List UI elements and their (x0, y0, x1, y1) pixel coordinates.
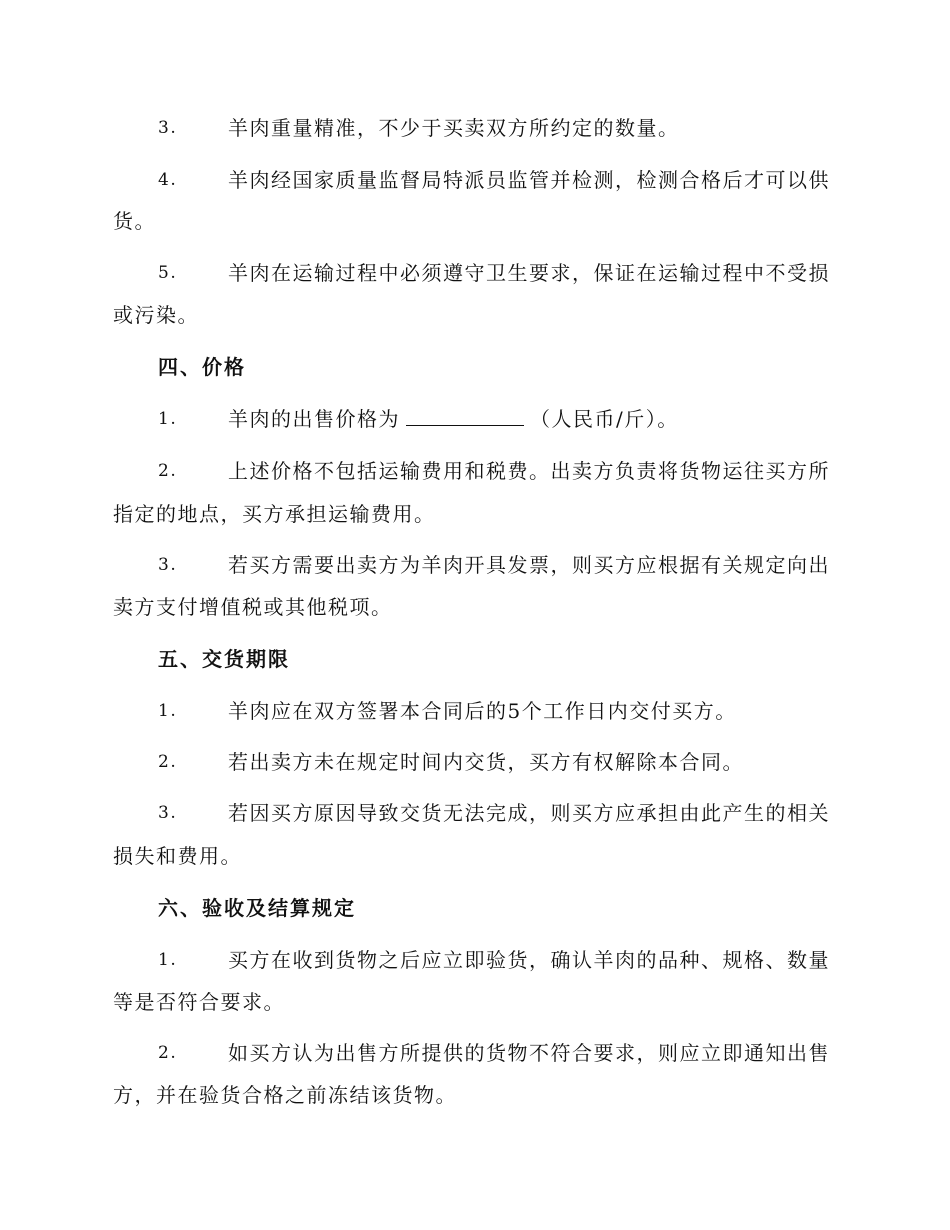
price-label: 羊肉的出售价格为 (228, 407, 400, 431)
clause-text-continued: 方，并在验货合格之前冻结该货物。 (113, 1083, 457, 1107)
section-heading-text: 四、价格 (158, 355, 246, 379)
section-heading-text: 六、验收及结算规定 (158, 896, 356, 920)
clause-text: 羊肉应在双方签署本合同后的5个工作日内交付买方。 (228, 699, 737, 723)
clause-text (228, 407, 679, 431)
clause-number: 5. (158, 263, 178, 283)
clause-number: 1. (158, 950, 178, 970)
clause-number: 3. (158, 118, 178, 138)
clause-text: 羊肉在运输过程中必须遵守卫生要求，保证在运输过程中不受损 (228, 261, 830, 285)
clause-text: 买方在收到货物之后应立即验货，确认羊肉的品种、规格、数量 (228, 948, 830, 972)
clause-number: 4. (158, 170, 178, 190)
price-blank-line (406, 407, 524, 426)
clause-number: 2. (158, 461, 178, 481)
clause-text: 若出卖方未在规定时间内交货，买方有权解除本合同。 (228, 750, 744, 774)
clause-text: 羊肉重量精准，不少于买卖双方所约定的数量。 (228, 116, 680, 140)
clause-number: 3. (158, 803, 178, 823)
clause-text: 羊肉经国家质量监督局特派员监管并检测，检测合格后才可以供 (228, 168, 830, 192)
clause-text-continued: 卖方支付增值税或其他税项。 (113, 595, 393, 619)
clause-number: 1. (158, 409, 178, 429)
clause-text-continued: 等是否符合要求。 (113, 990, 285, 1014)
clause-text-continued: 指定的地点，买方承担运输费用。 (113, 502, 436, 526)
clause-number: 1. (158, 701, 178, 721)
clause-number: 2. (158, 752, 178, 772)
price-unit: （人民币/斤）。 (530, 407, 679, 431)
clause-number: 3. (158, 555, 178, 575)
section-heading-text: 五、交货期限 (158, 647, 290, 671)
clause-text: 若买方需要出卖方为羊肉开具发票，则买方应根据有关规定向出 (228, 553, 830, 577)
clause-text: 若因买方原因导致交货无法完成，则买方应承担由此产生的相关 (228, 801, 830, 825)
clause-text-continued: 或污染。 (113, 303, 199, 327)
clause-text: 如买方认为出售方所提供的货物不符合要求，则应立即通知出售 (228, 1041, 830, 1065)
clause-number: 2. (158, 1043, 178, 1063)
clause-text-continued: 损失和费用。 (113, 844, 242, 868)
clause-text: 上述价格不包括运输费用和税费。出卖方负责将货物运往买方所 (228, 459, 830, 483)
clause-text-continued: 货。 (113, 209, 156, 233)
